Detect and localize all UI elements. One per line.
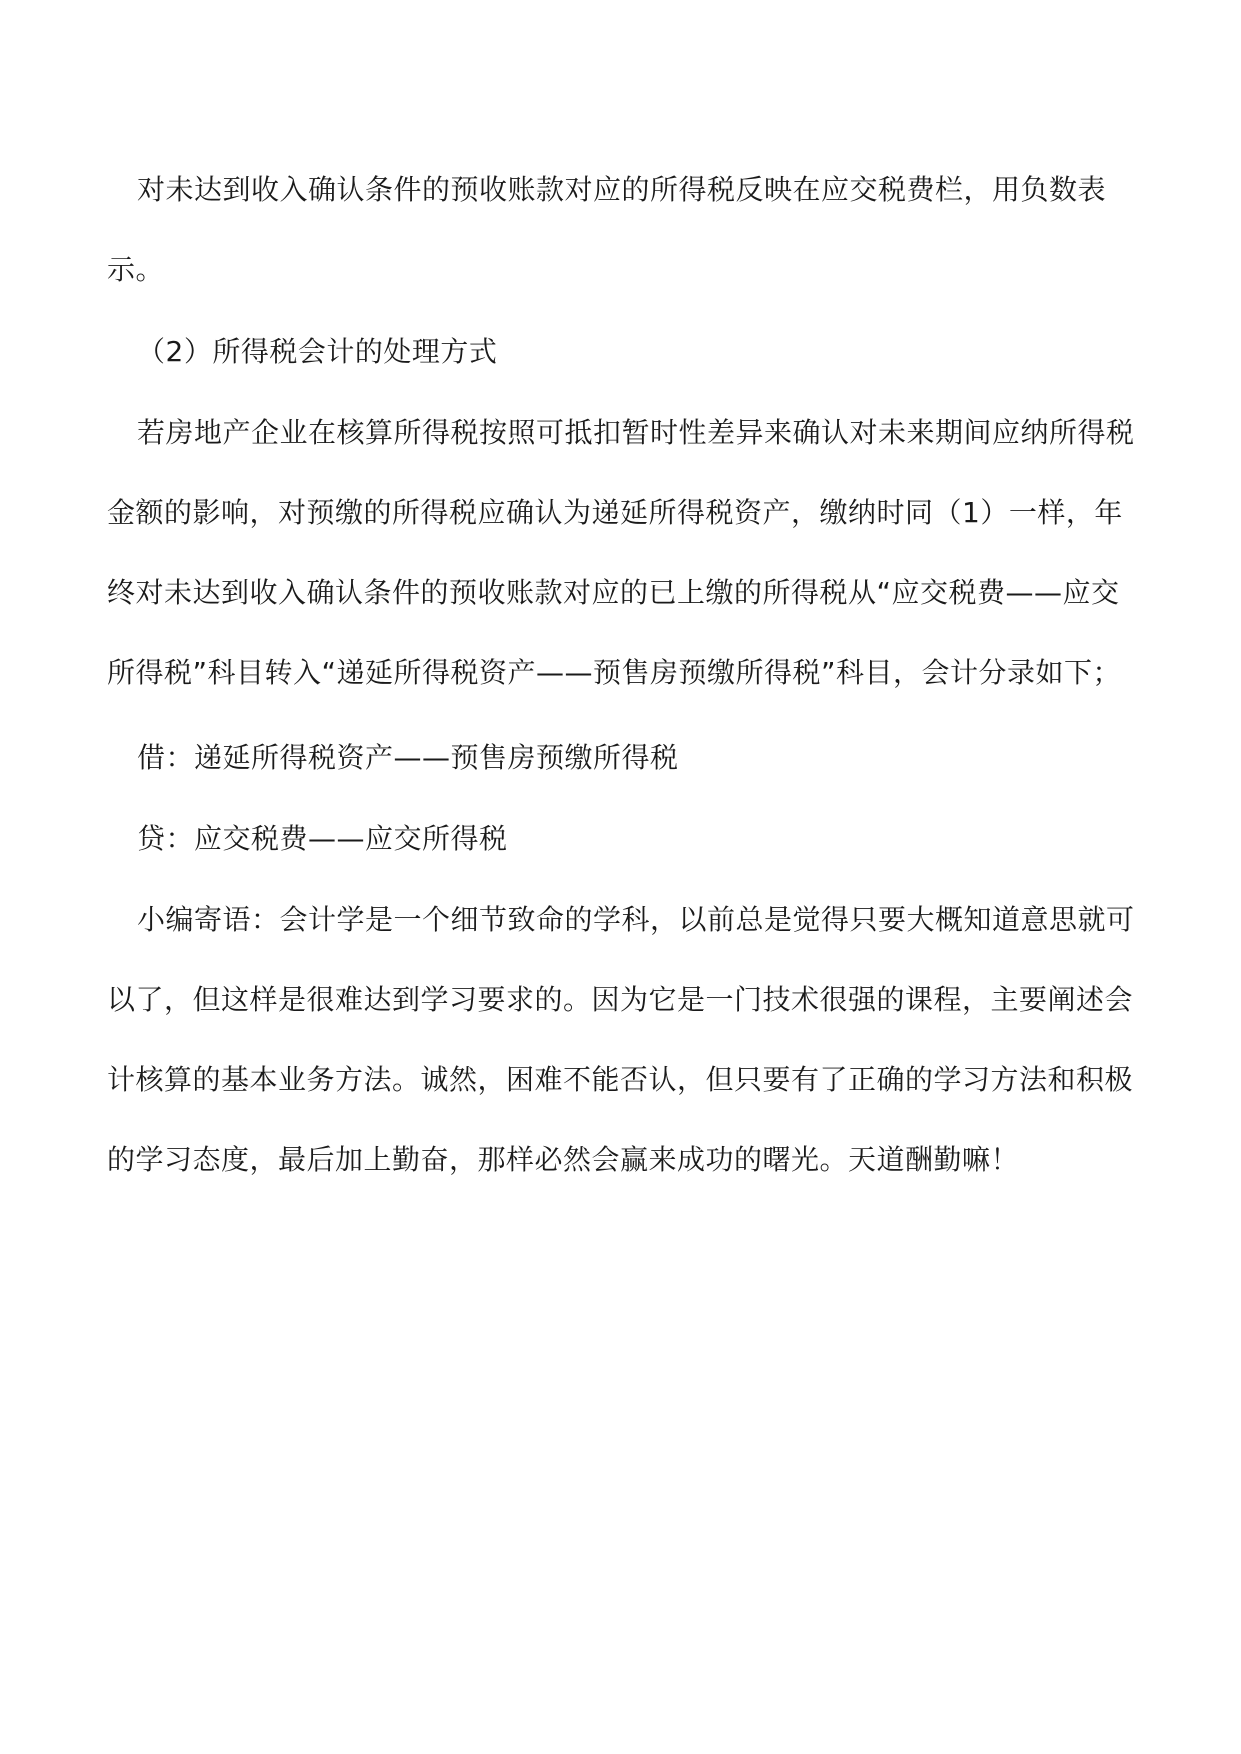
paragraph-editor-note: 小编寄语：会计学是一个细节致命的学科，以前总是觉得只要大概知道意思就可以了，但这样是很难达到学习要求的。因为它是一门技术很强的课程，主要阐述会计核算的基本业务方法。诚然，困难不能否认，但只要有了正确的学习方法和积极的学习态度，最后加上勤奋，那样必然会赢来成功的曙光。天道酬勤嘛！ [107,903,1135,1176]
journal-entry-credit: 贷：应交税费——应交所得税 [137,822,508,855]
paragraph-deferred-tax-explanation: 若房地产企业在核算所得税按照可抵扣暂时性差异来确认对未来期间应纳所得税金额的影响，对预缴的所得税应确认为递延所得税资产，缴纳时同（1）一样，年终对未达到收入确认条件的预收账款对应的已上缴的所得税从“应交税费——应交所得税”科目转入“递延所得税资产——预售房预缴所得税”科目，会计分录如下； [107,416,1135,689]
paragraph-section-heading: （2）所得税会计的处理方式 [137,335,498,368]
journal-entry-debit: 借：递延所得税资产——预售房预缴所得税 [137,741,679,774]
paragraph-tax-reflection: 对未达到收入确认条件的预收账款对应的所得税反映在应交税费栏，用负数表示。 [107,173,1107,286]
